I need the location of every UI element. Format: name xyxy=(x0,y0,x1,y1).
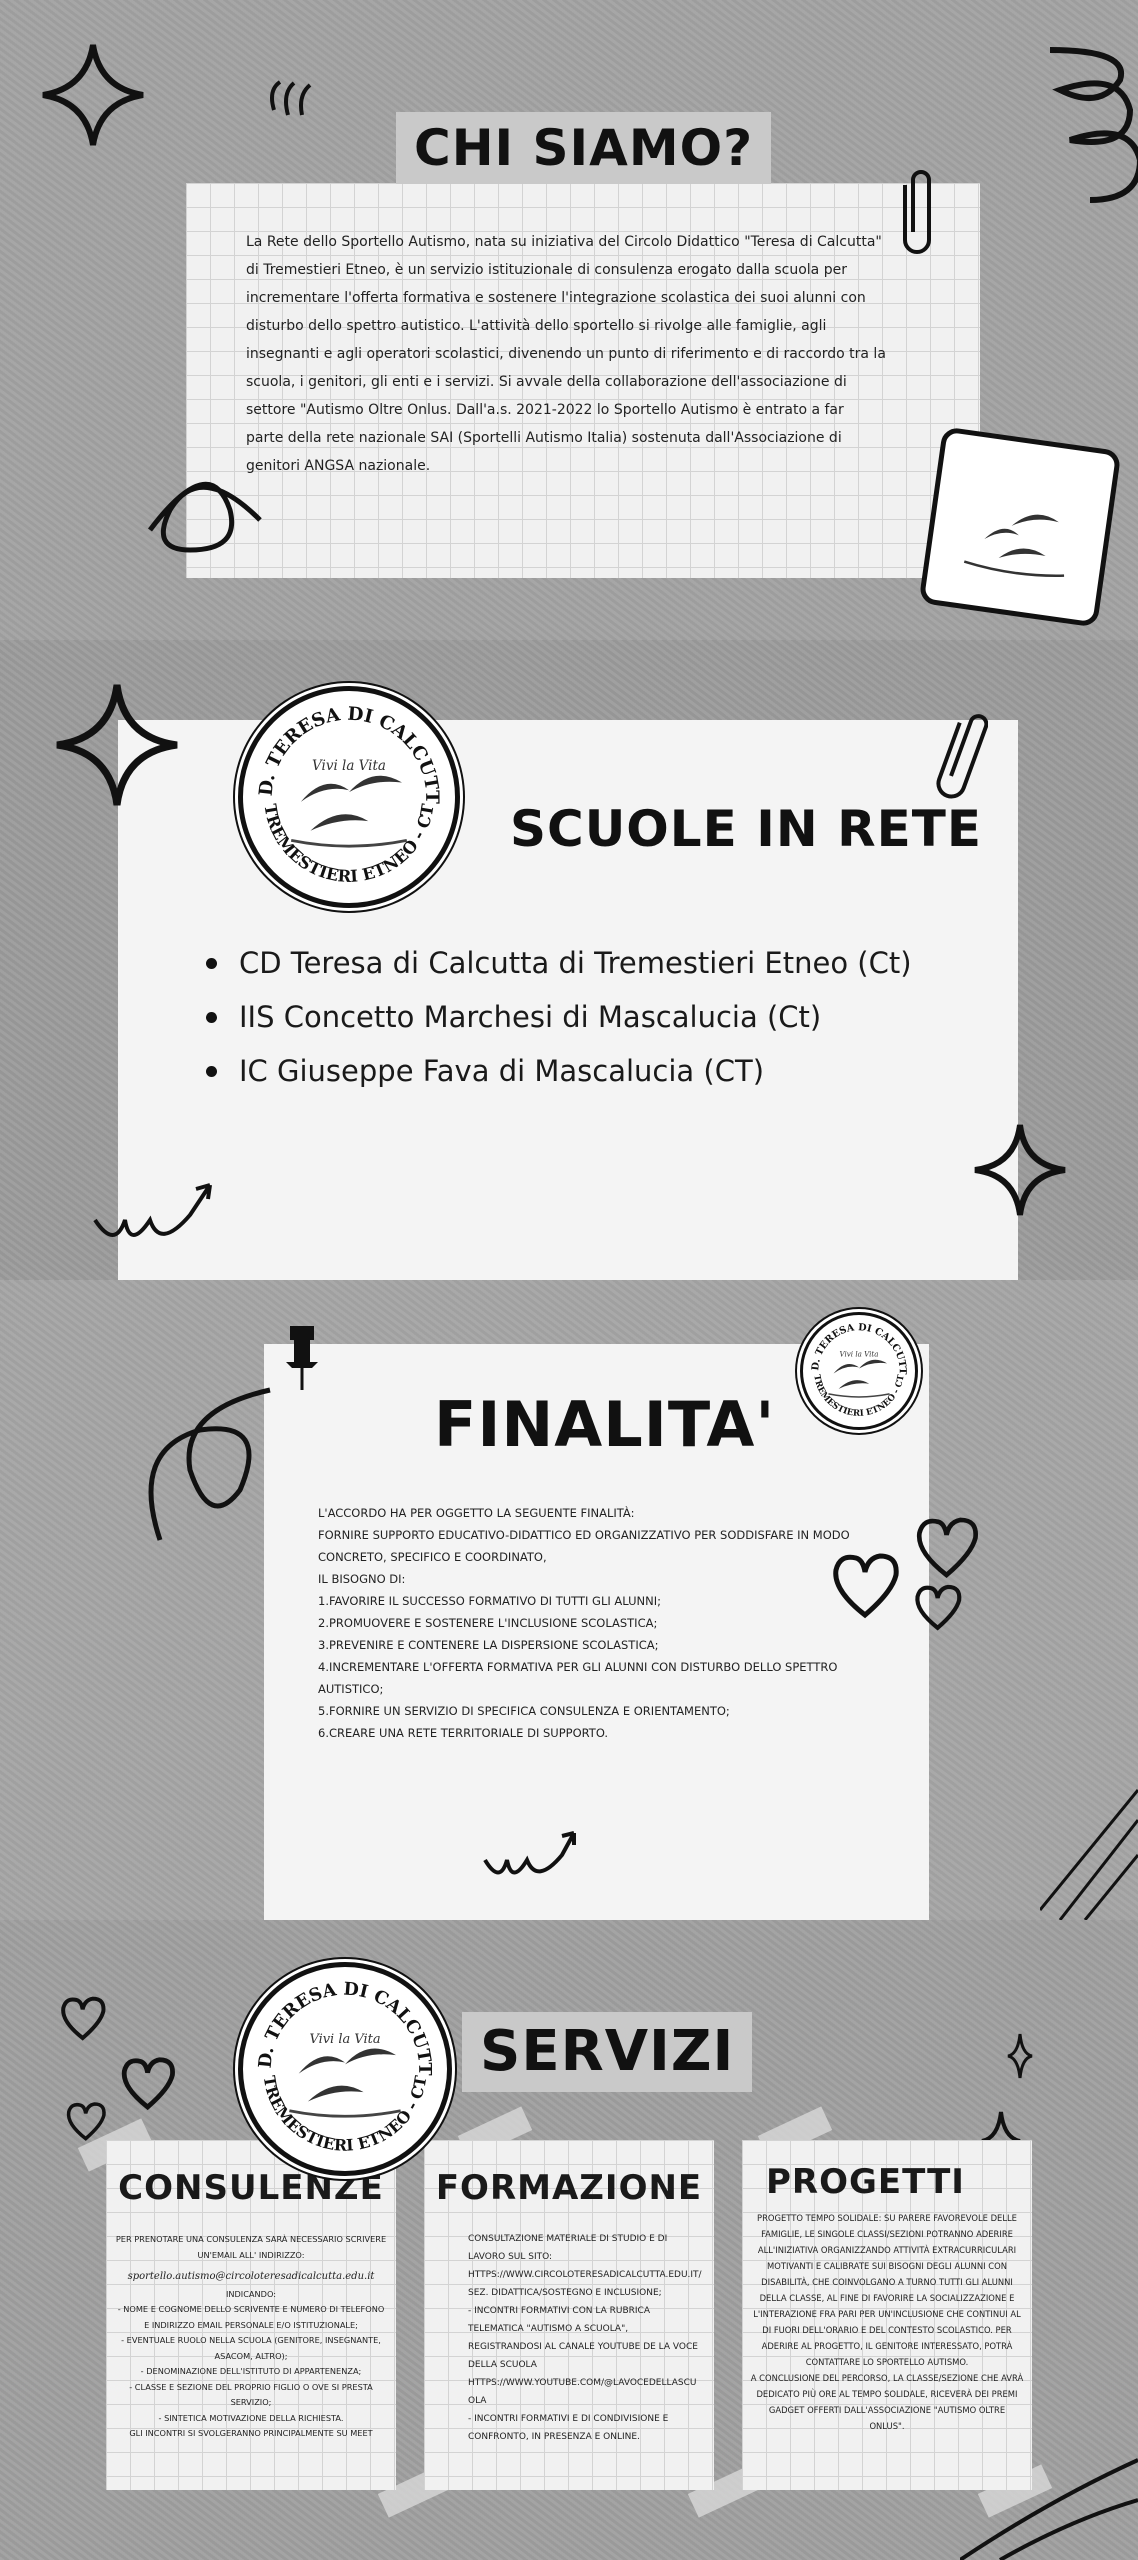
card-formazione xyxy=(424,2140,714,2490)
logo-motto: Vivi la Vita xyxy=(312,758,386,775)
school-item xyxy=(206,1000,912,1034)
chi-siamo-line: parte della rete nazionale SAI (Sportelli Autismo Italia) sostenuta dall'Associazione di xyxy=(246,430,842,446)
sparkle-icon xyxy=(52,680,182,810)
card-line: A CONCLUSIONE DEL PERCORSO, LA CLASSE/SEZIONE CHE AVRÀ DEDICATO PIÙ ORE AL TEMPO SOLIDALE, RICEVERÀ DEI PREMI GADGET OFFERTI DALL'ASSOCIAZIONE "AUTISMO OLTRE ONLUS". xyxy=(750,2373,1024,2431)
card-link[interactable]: HTTPS://WWW.YOUTUBE.COM/@LAVOCEDELLASCUOLA xyxy=(468,2378,697,2406)
heart-icon xyxy=(118,2048,178,2118)
chi-siamo-line: scuola, i genitori, gli enti e i servizi. Si avvale della collaborazione dell'associazione di xyxy=(246,374,847,390)
card-text xyxy=(114,2232,388,2442)
finalita-line: 1.FAVORIRE IL SUCCESSO FORMATIVO DI TUTTI GLI ALUNNI; xyxy=(318,1594,662,1608)
chi-siamo-title: CHI SIAMO? xyxy=(396,112,771,184)
card-line: GLI INCONTRI SI SVOLGERANNO PRINCIPALMENTE SU MEET xyxy=(129,2428,373,2438)
logo-stamp xyxy=(918,426,1121,627)
logo-bottom-text: TREMESTIERI ETNEO - CT xyxy=(811,1374,907,1419)
card-consulenze xyxy=(106,2140,396,2490)
loop-doodle-icon xyxy=(140,470,270,590)
school-logo xyxy=(238,1962,452,2176)
heart-icon xyxy=(912,1582,964,1632)
chi-siamo-section xyxy=(0,0,1138,640)
curve-lines-icon xyxy=(266,75,316,120)
heart-icon xyxy=(828,1550,903,1620)
card-line: - SINTETICA MOTIVAZIONE DELLA RICHIESTA. xyxy=(158,2412,344,2423)
card-progetti xyxy=(742,2140,1032,2490)
card-line: CONSULTAZIONE MATERIALE DI STUDIO E DI LAVORO SUL SITO: xyxy=(468,2234,668,2262)
sparkle-icon xyxy=(1006,2032,1034,2080)
arrow-doodle-icon xyxy=(90,1170,230,1250)
school-name: CD Teresa di Calcutta di Tremestieri Etneo (Ct) xyxy=(239,946,912,980)
logo-bottom-text: TREMESTIERI ETNEO - CT xyxy=(259,2074,431,2155)
card-link[interactable]: HTTPS://WWW.CIRCOLOTERESADICALCUTTA.EDU.IT/ SEZ. DIDATTICA/SOSTEGNO E INCLUSIONE; xyxy=(468,2270,702,2298)
school-item xyxy=(206,946,912,980)
diagonal-lines-icon xyxy=(1040,1770,1138,1920)
finalita-line: 2.PROMUOVERE E SOSTENERE L'INCLUSIONE SCOLASTICA; xyxy=(318,1616,658,1630)
chi-siamo-line: genitori ANGSA nazionale. xyxy=(246,458,431,474)
logo-top-text: D. TERESA DI CALCUTT xyxy=(254,1978,436,2075)
logo-bottom-text: TREMESTIERI ETNEO - CT xyxy=(260,802,438,887)
card-line: - EVENTUALE RUOLO NELLA SCUOLA (GENITORE, INSEGNANTE, ASACOM, ALTRO); xyxy=(121,2335,381,2361)
bullet-icon xyxy=(206,1066,217,1077)
finalita-line: 4.INCREMENTARE L'OFFERTA FORMATIVA PER GLI ALUNNI CON DISTURBO DELLO SPETTRO AUTISTICO; xyxy=(318,1660,838,1696)
servizi-title: SERVIZI xyxy=(462,2012,752,2092)
logo-emblem-icon xyxy=(803,1315,915,1427)
card-title: CONSULENZE xyxy=(118,2168,384,2208)
chi-siamo-line: disturbo dello spettro autistico. L'attività dello sportello si rivolge alle famiglie, agli xyxy=(246,318,827,334)
heart-icon xyxy=(58,1988,108,2048)
card-title: PROGETTI xyxy=(766,2162,965,2202)
paperclip-icon xyxy=(890,170,940,260)
card-line: - INCONTRI FORMATIVI E DI CONDIVISIONE E CONFRONTO, IN PRESENZA E ONLINE. xyxy=(468,2414,669,2442)
card-line: - DENOMINAZIONE DELL'ISTITUTO DI APPARTENENZA; xyxy=(140,2366,362,2376)
chi-siamo-text xyxy=(246,228,966,480)
chi-siamo-line: settore "Autismo Oltre Onlus. Dall'a.s. 2021-2022 lo Sportello Autismo è entrato a far xyxy=(246,402,844,418)
logo-top-text: D. TERESA DI CALCUTT xyxy=(255,703,443,803)
sparkle-icon xyxy=(970,1120,1070,1220)
logo-emblem-icon xyxy=(924,432,1116,622)
logo-emblem-icon xyxy=(243,1967,447,2171)
card-line: PROGETTO TEMPO SOLIDALE: SU PARERE FAVOREVOLE DELLE FAMIGLIE, LE SINGOLE CLASSI/SEZIONI POTRANNO ADERIRE ALL'INIZIATIVA ORGANIZZANDO ATTIVITÀ EXTRACURRICULARI MOTIVANTI E CALIBRATE SUI BISOGNI DEGLI ALUNNI CON DISABILITÀ, CHE COINVOLGANO A TURNO TUTTI GLI ALUNNI DELLA CLASSE, AL FINE DI FAVORIRE LA SOCIALIZZAZIONE E L'INTERAZIONE FRA PARI PER UN'INCLUSIONE CHE CONTINUI AL DI FUORI DELL'ORARIO E DEL CONTESTO SCOLASTICO. PER ADERIRE AL PROGETTO, IL GENITORE INTERESSATO, POTRÀ CONTATTARE LO SPORTELLO AUTISMO. xyxy=(753,2213,1021,2367)
scuole-section xyxy=(0,640,1138,1280)
bullet-icon xyxy=(206,958,217,969)
school-name: IIS Concetto Marchesi di Mascalucia (Ct) xyxy=(239,1000,822,1034)
finalita-line: 3.PREVENIRE E CONTENERE LA DISPERSIONE SCOLASTICA; xyxy=(318,1638,659,1652)
card-title: FORMAZIONE xyxy=(435,2168,703,2208)
logo-emblem-icon xyxy=(243,691,455,903)
card-line: PER PRENOTARE UNA CONSULENZA SARÀ NECESSARIO SCRIVERE UN'EMAIL ALL' INDIRIZZO: xyxy=(115,2234,387,2260)
finalita-title: FINALITA' xyxy=(434,1388,776,1461)
school-logo xyxy=(238,686,460,908)
loop-doodle-icon xyxy=(140,1350,310,1550)
finalita-line: L'ACCORDO HA PER OGGETTO LA SEGUENTE FINALITÀ: xyxy=(318,1506,635,1520)
school-logo-small xyxy=(800,1312,918,1430)
card-line: - NOME E COGNOME DELLO SCRIVENTE E NUMERO DI TELEFONO E INDIRIZZO EMAIL PERSONALE E/O ISTITUZIONALE; xyxy=(117,2304,385,2330)
finalita-line: CONCRETO, SPECIFICO E COORDINATO, xyxy=(318,1550,547,1564)
chi-siamo-line: insegnanti e agli operatori scolastici, divenendo un punto di riferimento e di raccordo tra la xyxy=(246,346,886,362)
finalita-section xyxy=(0,1280,1138,1920)
scuole-title: SCUOLE IN RETE xyxy=(510,800,983,858)
paperclip-icon xyxy=(932,710,988,810)
chi-siamo-line: di Tremestieri Etneo, è un servizio istituzionale di consulenza erogato dalla scuola per xyxy=(246,262,847,278)
school-name: IC Giuseppe Fava di Mascalucia (CT) xyxy=(239,1054,765,1088)
finalita-text xyxy=(318,1502,898,1744)
card-text xyxy=(468,2230,700,2446)
bullet-icon xyxy=(206,1012,217,1023)
logo-top-text: D. TERESA DI CALCUTT xyxy=(810,1322,908,1375)
logo-motto: Vivi la Vita xyxy=(309,2032,381,2048)
arrow-doodle-icon xyxy=(480,1820,590,1890)
squiggle-icon xyxy=(1030,40,1138,220)
finalita-line: 6.CREARE UNA RETE TERRITORIALE DI SUPPORTO. xyxy=(318,1726,609,1740)
card-text xyxy=(750,2210,1024,2434)
heart-icon xyxy=(912,1512,982,1582)
finalita-line: FORNIRE SUPPORTO EDUCATIVO-DIDATTICO ED ORGANIZZATIVO PER SODDISFARE IN MODO xyxy=(318,1528,850,1542)
card-line: INDICANDO: xyxy=(225,2288,277,2299)
email-link[interactable]: sportello.autismo@circoloteresadicalcutta.edu.it xyxy=(127,2271,375,2282)
svg-text:TREMESTIERI ETNEO - CT xyxy=(260,802,437,886)
school-list xyxy=(206,946,912,1108)
logo-motto: Vivi la Vita xyxy=(839,1349,879,1359)
chi-siamo-line: La Rete dello Sportello Autismo, nata su iniziativa del Circolo Didattico "Teresa di Calcutta" xyxy=(246,234,882,250)
finalita-line: IL BISOGNO DI: xyxy=(318,1572,406,1586)
chi-siamo-line: incrementare l'offerta formativa e sostenere l'integrazione scolastica dei suoi alunni con xyxy=(246,290,866,306)
card-line: - CLASSE E SEZIONE DEL PROPRIO FIGLIO O OVE SI PRESTA SERVIZIO; xyxy=(129,2381,373,2407)
sparkle-icon xyxy=(38,40,148,150)
finalita-line: 5.FORNIRE UN SERVIZIO DI SPECIFICA CONSULENZA E ORIENTAMENTO; xyxy=(318,1704,730,1718)
card-line: - INCONTRI FORMATIVI CON LA RUBRICA TELEMATICA "AUTISMO A SCUOLA", REGISTRANDOSI AL CANALE YOUTUBE DE LA VOCE DELLA SCUOLA xyxy=(468,2306,698,2370)
school-item xyxy=(206,1054,912,1088)
